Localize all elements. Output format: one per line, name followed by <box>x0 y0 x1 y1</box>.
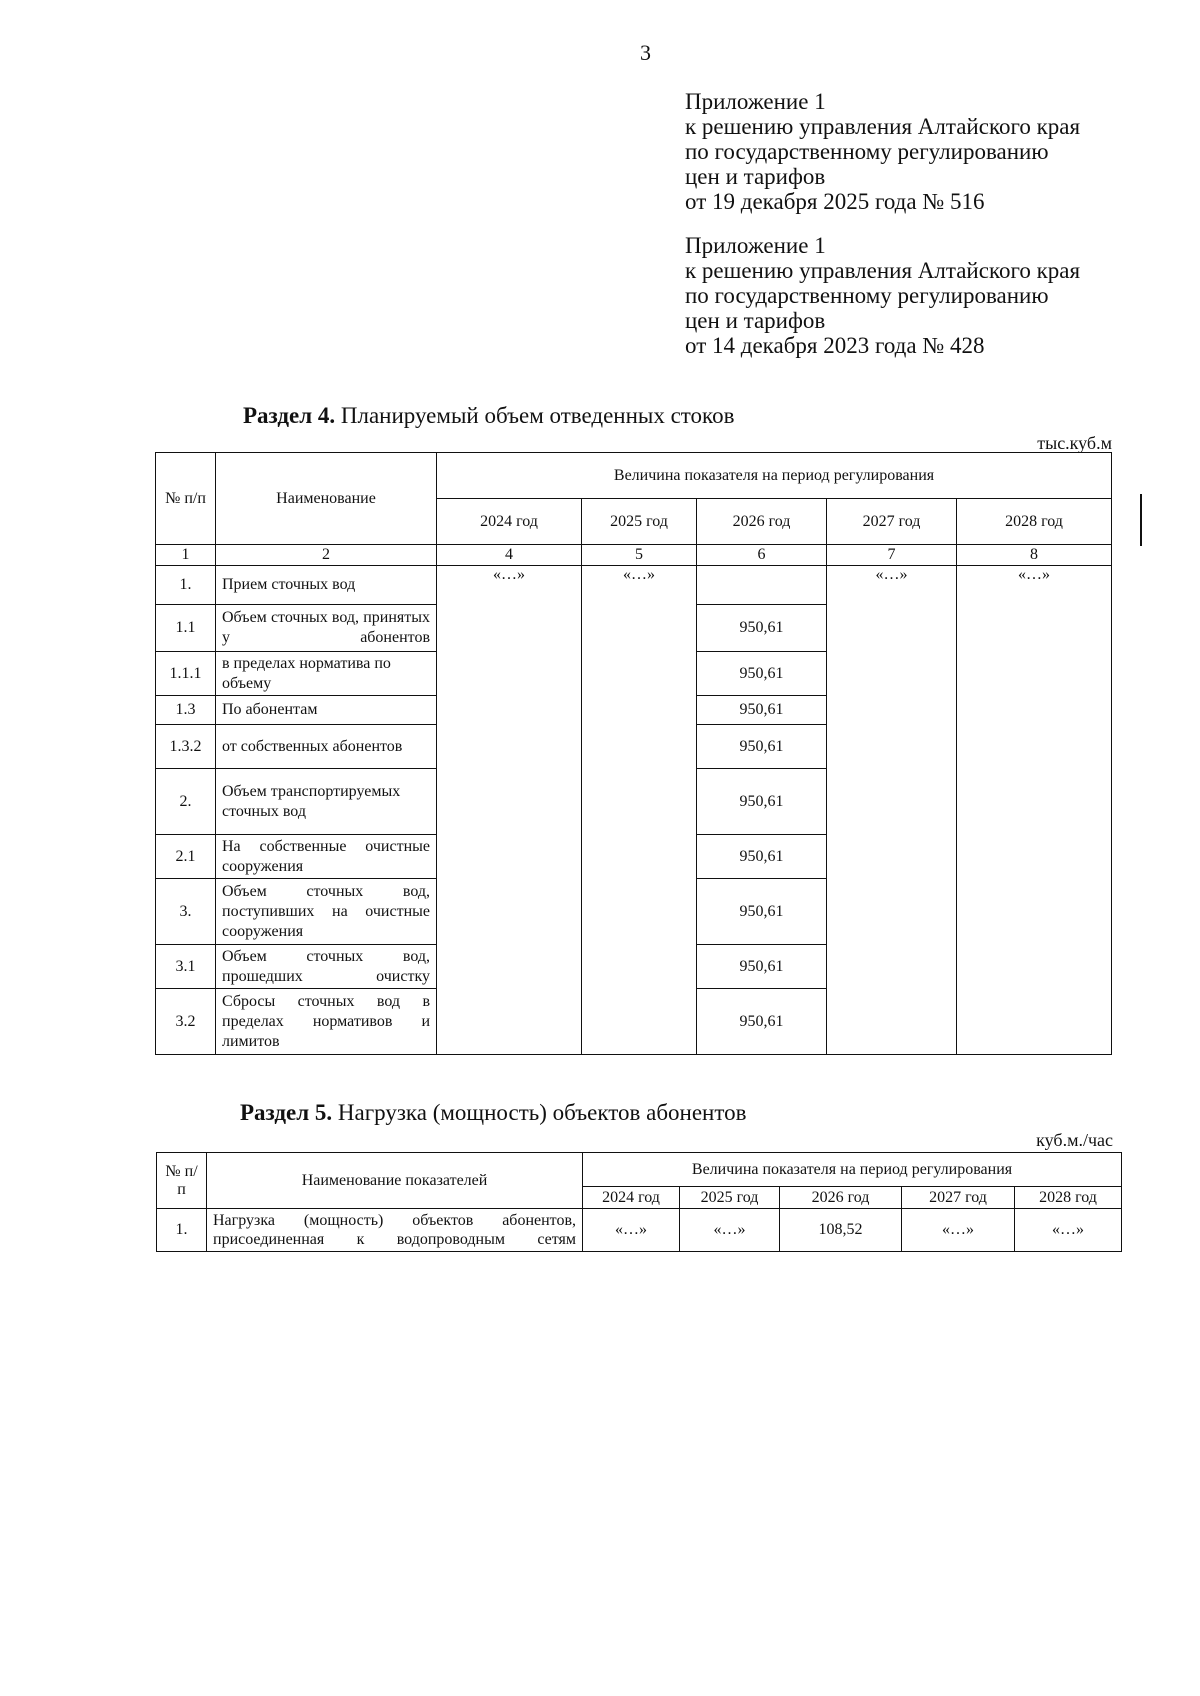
section5-table <box>156 1152 1122 1252</box>
value-2026: 950,61 <box>697 769 827 835</box>
row-name: Объем транспортируемых сточных вод <box>216 769 437 835</box>
section4-unit: тыс.куб.м <box>1037 433 1112 453</box>
value-2025: «…» <box>680 1209 780 1252</box>
column-number: 2 <box>216 545 437 566</box>
header-num: № п/п <box>157 1153 207 1209</box>
appendix-line: от 14 декабря 2023 года № 428 <box>685 333 985 358</box>
value-2027: «…» <box>902 1209 1015 1252</box>
value-2024: «…» <box>583 1209 680 1252</box>
table-row <box>156 566 1112 605</box>
section5-title-text: Нагрузка (мощность) объектов абонентов <box>332 1100 747 1125</box>
row-num: 1.3 <box>156 696 216 725</box>
appendix-line: к решению управления Алтайского края <box>685 258 1081 283</box>
row-num: 1. <box>157 1209 207 1252</box>
appendix-line: цен и тарифов <box>685 164 826 189</box>
value-2026: 950,61 <box>697 725 827 769</box>
column-number: 1 <box>156 545 216 566</box>
value-2026: 950,61 <box>697 652 827 696</box>
row-num: 2.1 <box>156 835 216 879</box>
header-num: № п/п <box>156 453 216 545</box>
section4-label: Раздел 4. <box>243 403 336 428</box>
column-number: 8 <box>957 545 1112 566</box>
header-year: 2025 год <box>582 499 697 545</box>
row-name: от собственных абонентов <box>216 725 437 769</box>
value-2028-merged: «…» <box>957 566 1112 1055</box>
appendix-line: цен и тарифов <box>685 308 826 333</box>
row-name: На собственные очистные сооружения <box>216 835 437 879</box>
header-year: 2027 год <box>827 499 957 545</box>
appendix-header-original <box>685 233 1080 358</box>
margin-vertical-line <box>1140 494 1142 546</box>
column-number: 6 <box>697 545 827 566</box>
header-year: 2024 год <box>583 1187 680 1209</box>
value-2026: 950,61 <box>697 879 827 945</box>
row-num: 1.1.1 <box>156 652 216 696</box>
header-value-group: Величина показателя на период регулирования <box>583 1153 1122 1187</box>
row-num: 3.1 <box>156 945 216 989</box>
row-num: 1.1 <box>156 605 216 652</box>
row-name: Прием сточных вод <box>216 566 437 605</box>
row-name: в пределах норматива по объему <box>216 652 437 696</box>
header-name: Наименование показателей <box>207 1153 583 1209</box>
appendix-line: к решению управления Алтайского края <box>685 114 1081 139</box>
page-number: 3 <box>640 40 651 65</box>
header-year: 2027 год <box>902 1187 1015 1209</box>
row-name: Объем сточных вод, прошедших очистку <box>216 945 437 989</box>
row-name: Объем сточных вод, принятых у абонентов <box>216 605 437 652</box>
column-number: 7 <box>827 545 957 566</box>
value-2026: 950,61 <box>697 835 827 879</box>
column-number: 4 <box>437 545 582 566</box>
appendix-line: по государственному регулированию <box>685 139 1049 164</box>
header-year: 2026 год <box>697 499 827 545</box>
section5-label: Раздел 5. <box>240 1100 333 1125</box>
value-2028: «…» <box>1015 1209 1122 1252</box>
appendix-line: Приложение 1 <box>685 233 826 258</box>
header-year: 2028 год <box>957 499 1112 545</box>
appendix-line: по государственному регулированию <box>685 283 1049 308</box>
row-num: 2. <box>156 769 216 835</box>
header-value-group: Величина показателя на период регулирования <box>437 453 1112 499</box>
appendix-line: Приложение 1 <box>685 89 826 114</box>
section4-title-text: Планируемый объем отведенных стоков <box>335 403 735 428</box>
row-num: 3. <box>156 879 216 945</box>
value-2027-merged: «…» <box>827 566 957 1055</box>
row-name: Объем сточных вод, поступивших на очистные сооружения <box>216 879 437 945</box>
section5-unit: куб.м./час <box>1036 1130 1113 1150</box>
table-row <box>157 1209 1122 1252</box>
value-2026: 950,61 <box>697 696 827 725</box>
row-num: 3.2 <box>156 989 216 1055</box>
value-2026 <box>697 566 827 605</box>
section5-title <box>240 1100 746 1126</box>
header-name: Наименование <box>216 453 437 545</box>
value-2024-merged: «…» <box>437 566 582 1055</box>
value-2026: 108,52 <box>780 1209 902 1252</box>
appendix-line: от 19 декабря 2025 года № 516 <box>685 189 985 214</box>
value-2025-merged: «…» <box>582 566 697 1055</box>
header-year: 2024 год <box>437 499 582 545</box>
value-2026: 950,61 <box>697 945 827 989</box>
appendix-header-current <box>685 89 1080 214</box>
header-year: 2025 год <box>680 1187 780 1209</box>
row-name: Нагрузка (мощность) объектов абонентов, присоединенная к водопроводным сетям <box>207 1209 583 1252</box>
row-name: Сбросы сточных вод в пределах нормативов и лимитов <box>216 989 437 1055</box>
row-name: По абонентам <box>216 696 437 725</box>
value-2026: 950,61 <box>697 989 827 1055</box>
row-num: 1.3.2 <box>156 725 216 769</box>
row-num: 1. <box>156 566 216 605</box>
section4-title <box>243 403 734 429</box>
header-year: 2026 год <box>780 1187 902 1209</box>
column-number: 5 <box>582 545 697 566</box>
header-year: 2028 год <box>1015 1187 1122 1209</box>
value-2026: 950,61 <box>697 605 827 652</box>
section4-table <box>155 452 1112 1055</box>
